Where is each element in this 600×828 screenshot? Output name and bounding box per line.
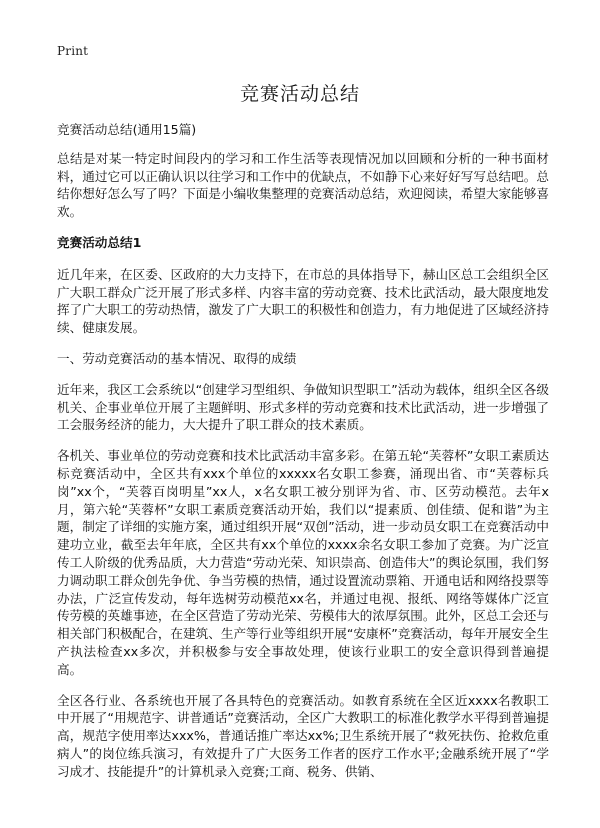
print-link[interactable]: Print	[57, 44, 89, 58]
paragraph-1: 近几年来，在区委、区政府的大力支持下，在市总的具体指导下，赫山区总工会组织全区广大职工群众广泛开展了形式多样、内容丰富的劳动竞赛、技术比武活动，最大限度地发挥了广大职工的劳动热情，激发了广大职工的积极性和创造力，有力地促进了区域经济持续、健康发展。	[57, 266, 549, 336]
intro-paragraph: 总结是对某一特定时间段内的学习和工作生活等表现情况加以回顾和分析的一种书面材料，通过它可以正确认识以往学习和工作中的优缺点，不如静下心来好好写写总结吧。总结你想好怎么写了吗？下面是小编收集整理的竞赛活动总结，欢迎阅读，希望大家能够喜欢。	[57, 150, 549, 220]
paragraph-3: 各机关、事业单位的劳动竞赛和技术比武活动丰富多彩。在第五轮“芙蓉杯”女职工素质达标竞赛活动中，全区共有xxx个单位的xxxxx名女职工参赛，涌现出省、市“芙蓉标兵岗”xx个，“芙蓉百岗明星”xx人，x名女职工被分别评为省、市、区劳动模范。去年x月，第六轮“芙蓉杯”女职工素质竞赛活动开始，我们以“提素质、创佳绩、促和谐”为主题，制定了详细的实施方案，通过组织开展“双创”活动，进一步动员女职工在竞赛活动中建功立业，截至去年年底，全区共有xx个单位的xxxx余名女职工参加了竞赛。为广泛宣传工人阶级的优秀品质，大力营造“劳动光荣、知识崇高、创造伟大”的舆论氛围，我们努力调动职工群众创先争优、争当劳模的热情，通过设置流动票箱、开通电话和网络投票等办法，广泛宣传发动，每年选树劳动模范xx名，并通过电视、报纸、网络等媒体广泛宣传劳模的英雄事迹，在全区营造了劳动光荣、劳模伟大的浓厚氛围。此外，区总工会还与相关部门积极配合，在建筑、生产等行业等组织开展“安康杯”竞赛活动，每年开展安全生产执法检查xx多次，并积极参与安全事故处理，使该行业职工的安全意识得到普遍提高。	[57, 448, 549, 677]
section-heading: 竞赛活动总结1	[57, 234, 142, 250]
sub-heading: 一、劳动竞赛活动的基本情况、取得的成绩	[57, 350, 297, 366]
document-subtitle: 竞赛活动总结(通用15篇)	[57, 122, 197, 137]
page-title: 竞赛活动总结	[239, 83, 360, 105]
paragraph-4: 全区各行业、各系统也开展了各具特色的竞赛活动。如教育系统在全区近xxxx名教职工中开展了“用规范字、讲普通话”竞赛活动，全区广大教职工的标准化教学水平得到普遍提高，规范字使用率达xxx%，普通话推广率达xx%;卫生系统开展了“救死扶伤、抢救危重病人”的岗位练兵演习，有效提升了广大医务工作者的医疗工作水平;金融系统开展了“学习成才、技能提升”的计算机录入竞赛;工商、税务、供销、	[57, 692, 549, 779]
document-body	[57, 121, 549, 794]
paragraph-2: 近年来，我区工会系统以“创建学习型组织、争做知识型职工”活动为载体，组织全区各级机关、企事业单位开展了主题鲜明、形式多样的劳动竞赛和技术比武活动，进一步增强了工会服务经济的能力，大大提升了职工群众的技术素质。	[57, 381, 549, 433]
